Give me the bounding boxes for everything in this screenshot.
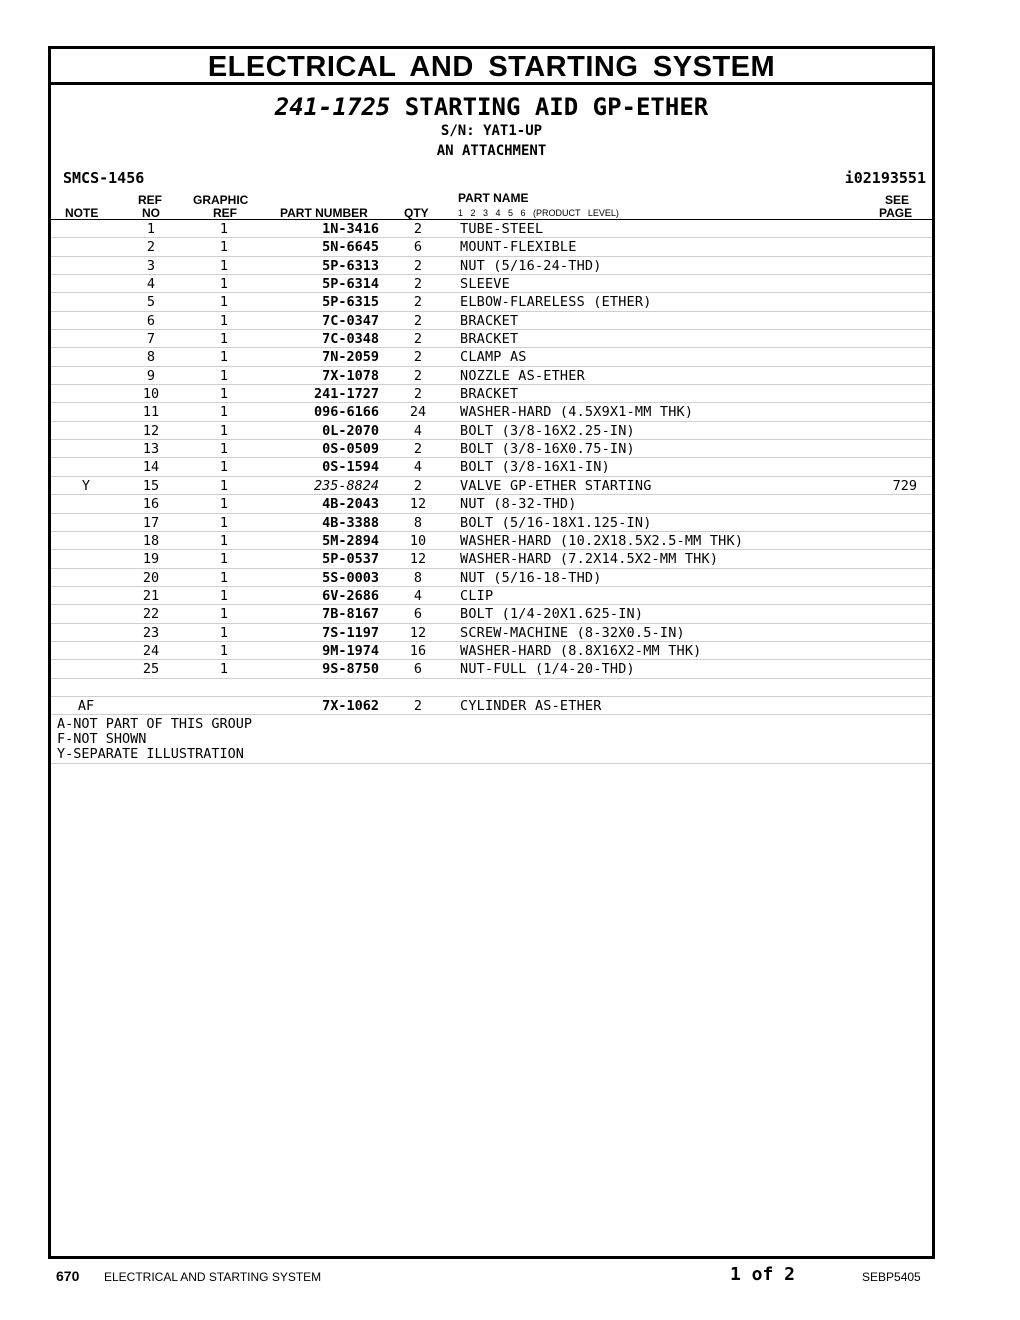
qty-cell: 2 — [413, 367, 423, 384]
part-number-cell: 7X-1078 — [322, 367, 379, 384]
graphic-ref-cell: 1 — [219, 532, 229, 549]
note-line: F-NOT SHOWN — [57, 731, 147, 748]
table-row — [51, 697, 932, 715]
ref-no-cell: 16 — [142, 496, 160, 513]
col-ref-top: REF — [138, 193, 162, 207]
qty-cell: 8 — [413, 569, 423, 586]
ref-no-cell: 18 — [142, 532, 160, 549]
part-number-cell: 9S-8750 — [322, 661, 379, 678]
ref-no-cell: 8 — [146, 349, 156, 366]
ref-no-cell: 5 — [146, 294, 156, 311]
qty-cell: 6 — [413, 661, 423, 678]
qty-cell: 8 — [413, 514, 423, 531]
ref-no-cell: 21 — [142, 587, 160, 604]
table-row — [51, 495, 932, 513]
part-name-cell: BRACKET — [460, 331, 519, 348]
part-name-cell: SLEEVE — [460, 276, 510, 293]
part-number-cell: 7C-0348 — [322, 331, 379, 348]
part-number-cell: 235-8824 — [313, 477, 379, 494]
part-number-cell: 5N-6645 — [322, 239, 379, 256]
qty-cell: 6 — [413, 606, 423, 623]
part-name-cell: NUT (5/16-18-THD) — [460, 569, 602, 586]
part-name-cell: NOZZLE AS-ETHER — [460, 367, 585, 384]
part-number-cell: 7X-1062 — [322, 697, 379, 714]
table-row — [51, 679, 932, 697]
part-number-cell: 6V-2686 — [322, 587, 379, 604]
ref-no-cell: 17 — [142, 514, 160, 531]
part-name-cell: NUT-FULL (1/4-20-THD) — [460, 661, 635, 678]
table-row — [51, 569, 932, 587]
graphic-ref-cell: 1 — [219, 606, 229, 623]
part-name-cell: MOUNT-FLEXIBLE — [460, 239, 577, 256]
table-row — [51, 514, 932, 532]
page-footer — [0, 1262, 1020, 1292]
graphic-ref-cell: 1 — [219, 239, 229, 256]
table-row — [51, 660, 932, 678]
graphic-ref-cell: 1 — [219, 312, 229, 329]
part-number-cell: 7S-1197 — [322, 624, 379, 641]
col-see-bottom: PAGE — [879, 206, 913, 220]
column-headers — [51, 189, 932, 220]
col-note: NOTE — [65, 206, 99, 220]
ref-no-cell: 9 — [146, 367, 156, 384]
document-number: SEBP5405 — [862, 1270, 921, 1284]
col-see-top: SEE — [885, 193, 910, 207]
qty-cell: 2 — [413, 257, 423, 274]
graphic-ref-cell: 1 — [219, 386, 229, 403]
part-number-cell: 096-6166 — [313, 404, 379, 421]
table-row — [51, 642, 932, 660]
qty-cell: 2 — [413, 312, 423, 329]
ref-no-cell: 24 — [142, 642, 160, 659]
qty-cell: 2 — [413, 294, 423, 311]
ref-no-cell: 1 — [146, 221, 156, 237]
part-number-cell: 0S-1594 — [322, 459, 379, 476]
qty-cell: 2 — [413, 386, 423, 403]
qty-cell: 6 — [413, 239, 423, 256]
graphic-ref-cell: 1 — [219, 496, 229, 513]
col-product-levels: 1 2 3 4 5 6 (PRODUCT LEVEL) — [458, 208, 619, 218]
see-page-cell: 729 — [892, 477, 917, 494]
part-number-cell: 5S-0003 — [322, 569, 379, 586]
table-row — [51, 348, 932, 366]
graphic-ref-cell: 1 — [219, 404, 229, 421]
qty-cell: 16 — [409, 642, 427, 659]
part-name-cell: BOLT (1/4-20X1.625-IN) — [460, 606, 644, 623]
note-cell: Y — [81, 477, 91, 494]
col-qty: QTY — [404, 206, 429, 220]
qty-cell: 2 — [413, 697, 423, 714]
sheet-count: 1 of 2 — [730, 1264, 796, 1285]
graphic-ref-cell: 1 — [219, 459, 229, 476]
graphic-ref-cell: 1 — [219, 624, 229, 641]
graphic-ref-cell: 1 — [219, 294, 229, 311]
part-name-cell: WASHER-HARD (7.2X14.5X2-MM THK) — [460, 551, 719, 568]
part-number-cell: 0L-2070 — [322, 422, 379, 439]
table-row — [51, 367, 932, 385]
notes-legend — [51, 715, 932, 764]
graphic-ref-cell: 1 — [219, 367, 229, 384]
qty-cell: 4 — [413, 422, 423, 439]
part-name-cell: VALVE GP-ETHER STARTING — [460, 477, 652, 494]
system-title: ELECTRICAL AND STARTING SYSTEM — [51, 49, 932, 85]
part-name-cell: BOLT (3/8-16X2.25-IN) — [460, 422, 635, 439]
part-number-cell: 7C-0347 — [322, 312, 379, 329]
table-row — [51, 330, 932, 348]
part-name-cell: BOLT (5/16-18X1.125-IN) — [460, 514, 652, 531]
col-ref-bottom: NO — [142, 206, 160, 220]
part-number-cell: 7B-8167 — [322, 606, 379, 623]
graphic-ref-cell: 1 — [219, 276, 229, 293]
part-name-cell: BOLT (3/8-16X1-IN) — [460, 459, 610, 476]
group-name: STARTING AID GP-ETHER — [404, 93, 709, 121]
note-line: Y-SEPARATE ILLUSTRATION — [57, 746, 244, 763]
ref-no-cell: 25 — [142, 661, 160, 678]
graphic-ref-cell: 1 — [219, 257, 229, 274]
part-name-cell: WASHER-HARD (8.8X16X2-MM THK) — [460, 642, 702, 659]
qty-cell: 2 — [413, 349, 423, 366]
part-number-cell: 5P-6313 — [322, 257, 379, 274]
ref-no-cell: 6 — [146, 312, 156, 329]
graphic-ref-cell: 1 — [219, 422, 229, 439]
part-number-cell: 5P-0537 — [322, 551, 379, 568]
ref-no-cell: 12 — [142, 422, 160, 439]
part-number-cell: 9M-1974 — [322, 642, 379, 659]
group-title — [51, 93, 932, 121]
qty-cell: 24 — [409, 404, 427, 421]
part-name-cell: NUT (5/16-24-THD) — [460, 257, 602, 274]
table-row — [51, 422, 932, 440]
part-number-cell: 241-1727 — [313, 386, 379, 403]
table-row — [51, 477, 932, 495]
table-row — [51, 403, 932, 421]
table-row — [51, 257, 932, 275]
graphic-ref-cell: 1 — [219, 477, 229, 494]
table-row — [51, 312, 932, 330]
part-name-cell: BRACKET — [460, 312, 519, 329]
ref-no-cell: 10 — [142, 386, 160, 403]
part-name-cell: BRACKET — [460, 386, 519, 403]
qty-cell: 12 — [409, 496, 427, 513]
table-row — [51, 550, 932, 568]
footer-title: ELECTRICAL AND STARTING SYSTEM — [104, 1270, 322, 1284]
ref-no-cell: 20 — [142, 569, 160, 586]
ref-no-cell: 22 — [142, 606, 160, 623]
part-number-cell: 4B-3388 — [322, 514, 379, 531]
qty-cell: 2 — [413, 331, 423, 348]
graphic-ref-cell: 1 — [219, 349, 229, 366]
group-type: AN ATTACHMENT — [436, 143, 547, 159]
ref-no-cell: 4 — [146, 276, 156, 293]
part-number-cell: 0S-0509 — [322, 441, 379, 458]
qty-cell: 2 — [413, 221, 423, 237]
table-row — [51, 238, 932, 256]
table-row — [51, 458, 932, 476]
part-number-cell: 4B-2043 — [322, 496, 379, 513]
part-name-cell: CLIP — [460, 587, 494, 604]
table-row — [51, 385, 932, 403]
col-part-name: PART NAME — [458, 191, 529, 205]
note-line: A-NOT PART OF THIS GROUP — [57, 716, 253, 733]
qty-cell: 4 — [413, 587, 423, 604]
part-name-cell: SCREW-MACHINE (8-32X0.5-IN) — [460, 624, 685, 641]
part-name-cell: CYLINDER AS-ETHER — [460, 697, 602, 714]
qty-cell: 4 — [413, 459, 423, 476]
graphic-ref-cell: 1 — [219, 587, 229, 604]
ref-no-cell: 19 — [142, 551, 160, 568]
col-graphic-top: GRAPHIC — [193, 193, 249, 207]
ref-no-cell: 13 — [142, 441, 160, 458]
graphic-ref-cell: 1 — [219, 441, 229, 458]
part-name-cell: WASHER-HARD (4.5X9X1-MM THK) — [460, 404, 694, 421]
part-number-cell: 7N-2059 — [322, 349, 379, 366]
table-row — [51, 220, 932, 238]
table-row — [51, 293, 932, 311]
graphic-ref-cell: 1 — [219, 551, 229, 568]
serial-number: S/N: YAT1-UP — [440, 123, 543, 139]
graphic-ref-cell: 1 — [219, 221, 229, 237]
part-name-cell: ELBOW-FLARELESS (ETHER) — [460, 294, 652, 311]
table-row — [51, 532, 932, 550]
qty-cell: 2 — [413, 276, 423, 293]
ref-no-cell: 11 — [142, 404, 160, 421]
part-number-cell: 1N-3416 — [322, 221, 379, 237]
part-name-cell: WASHER-HARD (10.2X18.5X2.5-MM THK) — [460, 532, 744, 549]
part-number-cell: 5P-6314 — [322, 276, 379, 293]
graphic-ref-cell: 1 — [219, 569, 229, 586]
part-name-cell: NUT (8-32-THD) — [460, 496, 577, 513]
table-row — [51, 624, 932, 642]
illustration-id: i02193551 — [844, 169, 926, 187]
graphic-ref-cell: 1 — [219, 331, 229, 348]
graphic-ref-cell: 1 — [219, 642, 229, 659]
part-name-cell: TUBE-STEEL — [460, 221, 544, 237]
col-graphic-bottom: REF — [213, 206, 237, 220]
graphic-ref-cell: 1 — [219, 661, 229, 678]
ref-no-cell: 23 — [142, 624, 160, 641]
ref-no-cell: 2 — [146, 239, 156, 256]
ref-no-cell: 3 — [146, 257, 156, 274]
ref-no-cell: 7 — [146, 331, 156, 348]
part-number-cell: 5M-2894 — [322, 532, 379, 549]
parts-table — [51, 220, 932, 715]
part-name-cell: BOLT (3/8-16X0.75-IN) — [460, 441, 635, 458]
table-row — [51, 587, 932, 605]
table-row — [51, 605, 932, 623]
part-name-cell: CLAMP AS — [460, 349, 527, 366]
group-number: 241-1725 — [274, 93, 391, 121]
id-row — [51, 165, 932, 189]
smcs-code: SMCS-1456 — [63, 169, 145, 187]
note-cell: AF — [77, 697, 95, 714]
table-row — [51, 275, 932, 293]
qty-cell: 2 — [413, 477, 423, 494]
table-row — [51, 440, 932, 458]
col-part-number: PART NUMBER — [280, 206, 368, 220]
part-number-cell: 5P-6315 — [322, 294, 379, 311]
ref-no-cell: 14 — [142, 459, 160, 476]
page-number: 670 — [56, 1268, 80, 1284]
qty-cell: 12 — [409, 551, 427, 568]
graphic-ref-cell: 1 — [219, 514, 229, 531]
qty-cell: 10 — [409, 532, 427, 549]
qty-cell: 2 — [413, 441, 423, 458]
qty-cell: 12 — [409, 624, 427, 641]
parts-page-frame — [48, 46, 935, 1259]
ref-no-cell: 15 — [142, 477, 160, 494]
